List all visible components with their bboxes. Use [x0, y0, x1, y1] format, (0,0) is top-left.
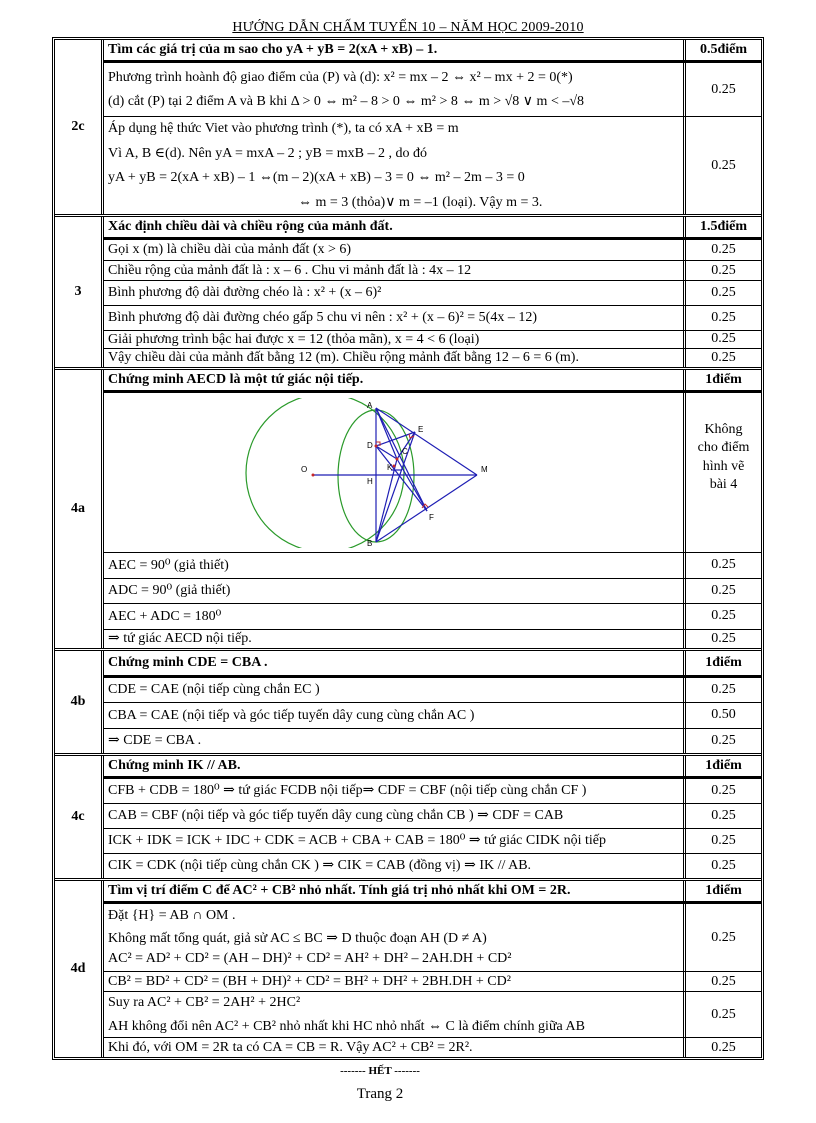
- answer-text: Bình phương độ dài đường chéo là : x² + (x – 6)²: [108, 285, 382, 301]
- svg-text:F: F: [428, 512, 434, 522]
- answer-text: Phương trình hoành độ giao điểm của (P) và (d): x² = mx – 2 ⇔ x² – mx + 2 = 0(*) (d) cắt (P) tại 2 điểm A và B khi Δ > 0 ⇔ m² – 8 > 0 ⇔ m² > 8 ⇔ m > √8 ∨ m < –√8: [108, 69, 585, 109]
- svg-text:C: C: [401, 446, 408, 456]
- points-cell: 1điểm: [683, 370, 761, 390]
- section-4d: [55, 881, 761, 1057]
- section-label: 4a: [55, 370, 104, 648]
- svg-text:B: B: [366, 538, 372, 548]
- points-cell: 0.25: [683, 281, 761, 305]
- points-cell: 0.25: [683, 729, 761, 753]
- points-cell: 0.25: [683, 972, 761, 991]
- section-3: [55, 217, 761, 370]
- question-text: Tìm vị trí điểm C để AC² + CB² nhỏ nhất. Tính giá trị nhỏ nhất khi OM = 2R.: [108, 883, 571, 899]
- answer-text: Chiều rộng của mảnh đất là : x – 6 . Chu vi mảnh đất là : 4x – 12: [108, 262, 472, 278]
- section-label: 4c: [55, 756, 104, 878]
- points-cell: 0.5điểm: [683, 40, 761, 60]
- answer-text: CB² = BD² + CD² = (BH + DH)² + CD² = BH² + DH² + 2BH.DH + CD²: [108, 973, 511, 989]
- points-cell: 0.25: [683, 306, 761, 330]
- answer-text: Suy ra AC² + CB² = 2AH² + 2HC² AH không đổi nên AC² + CB² nhỏ nhất khi HC nhỏ nhất ⇔ C là điểm chính giữa AB: [108, 995, 585, 1034]
- points-cell: 0.25: [683, 604, 761, 629]
- points-cell: 0.25: [683, 779, 761, 803]
- svg-text:M: M: [480, 464, 488, 474]
- svg-text:O: O: [300, 464, 307, 474]
- answer-text: CAB = CBF (nội tiếp và góc tiếp tuyến dây cung cùng chắn CB ) ⇒ CDF = CAB: [108, 808, 564, 824]
- answer-text: AEC + ADC = 180⁰: [108, 608, 222, 624]
- answer-text: Vậy chiều dài của mảnh đất bằng 12 (m). Chiều rộng mảnh đất bằng 12 – 6 = 6 (m).: [108, 350, 579, 366]
- points-cell: 0.25: [683, 854, 761, 878]
- svg-text:E: E: [417, 424, 423, 434]
- points-cell: 0.25: [683, 117, 761, 214]
- points-cell: 0.25: [683, 331, 761, 349]
- points-cell: Không cho điểm hình vẽ bài 4: [683, 393, 761, 552]
- section-label: 2c: [55, 40, 104, 214]
- question-text: Chứng minh CDE = CBA .: [108, 655, 268, 671]
- answer-text: AEC = 90⁰ (giả thiết): [108, 557, 229, 573]
- points-cell: 1điểm: [683, 756, 761, 776]
- points-cell: 1điểm: [683, 881, 761, 901]
- page-number: Trang 2: [356, 1086, 404, 1102]
- points-cell: 0.25: [683, 992, 761, 1037]
- question-text: Chứng minh AECD là một tứ giác nội tiếp.: [108, 372, 364, 388]
- section-label: 4d: [55, 881, 104, 1057]
- question-text: Chứng minh IK // AB.: [108, 758, 241, 774]
- svg-text:H: H: [366, 476, 373, 486]
- points: [311, 444, 398, 476]
- points-cell: 0.50: [683, 703, 761, 727]
- answer-text: CFB + CDB = 180⁰ ⇒ tứ giác FCDB nội tiếp⇒ CDF = CBF (nội tiếp cùng chắn CF ): [108, 783, 587, 799]
- answer-text: Áp dụng hệ thức Viet vào phương trình (*), ta có xA + xB = m Vì A, B ∈(d). Nên yA = mxA – 2 ; yB = mxB – 2 , do đó yA + yB = 2(xA + xB) – 1 ⇔(m – 2)(xA + xB) – 3 = 0 ⇔ m² – 2m – 3 = 0 ⇔ m = 3 (thỏa)∨ m = –1 (loại). Vậy m = 3.: [108, 121, 543, 210]
- end-marker: ------- HẾT -------: [340, 1065, 420, 1077]
- section-label: 3: [55, 217, 104, 367]
- question-text: Tìm các giá trị của m sao cho yA + yB = 2(xA + xB) – 1.: [108, 42, 438, 58]
- points-cell: 0.25: [683, 630, 761, 648]
- answer-text: Gọi x (m) là chiều dài của mảnh đất (x > 6): [108, 242, 352, 258]
- points-cell: 0.25: [683, 1038, 761, 1057]
- points-cell: 0.25: [683, 240, 761, 260]
- grading-table: [52, 37, 764, 1060]
- points-cell: 0.25: [683, 904, 761, 971]
- section-4c: [55, 756, 761, 881]
- section-label: 4b: [55, 651, 104, 753]
- geometry-figure: [104, 393, 683, 552]
- points-cell: 0.25: [683, 261, 761, 281]
- points-cell: 1điểm: [683, 651, 761, 675]
- answer-text: Khi đó, với OM = 2R ta có CA = CB = R. Vậy AC² + CB² = 2R².: [108, 1039, 473, 1055]
- answer-text: ⇒ tứ giác AECD nội tiếp.: [108, 631, 252, 647]
- points-cell: 1.5điểm: [683, 217, 761, 237]
- points-cell: 0.25: [683, 829, 761, 853]
- answer-text: ADC = 90⁰ (giả thiết): [108, 583, 231, 599]
- points-cell: 0.25: [683, 579, 761, 604]
- answer-text: ⇒ CDE = CBA .: [108, 733, 202, 749]
- construction-lines: [313, 408, 477, 542]
- section-2c: [55, 40, 761, 217]
- points-cell: 0.25: [683, 553, 761, 578]
- circle-tangent-diagram: [244, 398, 544, 548]
- answer-text: Giải phương trình bậc hai được x = 12 (thỏa mãn), x = 4 < 6 (loại): [108, 331, 480, 347]
- svg-text:A: A: [366, 400, 372, 410]
- points-cell: 0.25: [683, 349, 761, 367]
- section-4b: [55, 651, 761, 756]
- answer-text: CDE = CAE (nội tiếp cùng chắn EC ): [108, 682, 320, 698]
- answer-text: CIK = CDK (nội tiếp cùng chắn CK ) ⇒ CIK = CAB (đồng vị) ⇒ IK // AB.: [108, 858, 532, 874]
- svg-text:K: K: [386, 462, 392, 472]
- answer-text: Đặt {H} = AB ∩ OM . Không mất tổng quát, giả sử AC ≤ BC ⇒ D thuộc đoạn AH (D ≠ A) AC² = AD² + CD² = (AH – DH)² + CD² = AH² + DH² – 2AH.DH + CD²: [108, 908, 512, 967]
- svg-text:D: D: [366, 440, 373, 450]
- points-cell: 0.25: [683, 678, 761, 702]
- answer-text: ICK + IDK = ICK + IDC + CDK = ACB + CBA + CAB = 180⁰ ⇒ tứ giác CIDK nội tiếp: [108, 833, 606, 849]
- page-title: HƯỚNG DẪN CHẤM TUYỂN 10 – NĂM HỌC 2009-2010: [232, 20, 584, 35]
- answer-text: CBA = CAE (nội tiếp và góc tiếp tuyến dây cung cùng chắn AC ): [108, 707, 475, 723]
- question-text: Xác định chiều dài và chiều rộng của mảnh đất.: [108, 219, 393, 235]
- points-cell: 0.25: [683, 804, 761, 828]
- points-cell: 0.25: [683, 63, 761, 116]
- answer-text: Bình phương độ dài đường chéo gấp 5 chu vi nên : x² + (x – 6)² = 5(4x – 12): [108, 310, 537, 325]
- section-4a: [55, 370, 761, 651]
